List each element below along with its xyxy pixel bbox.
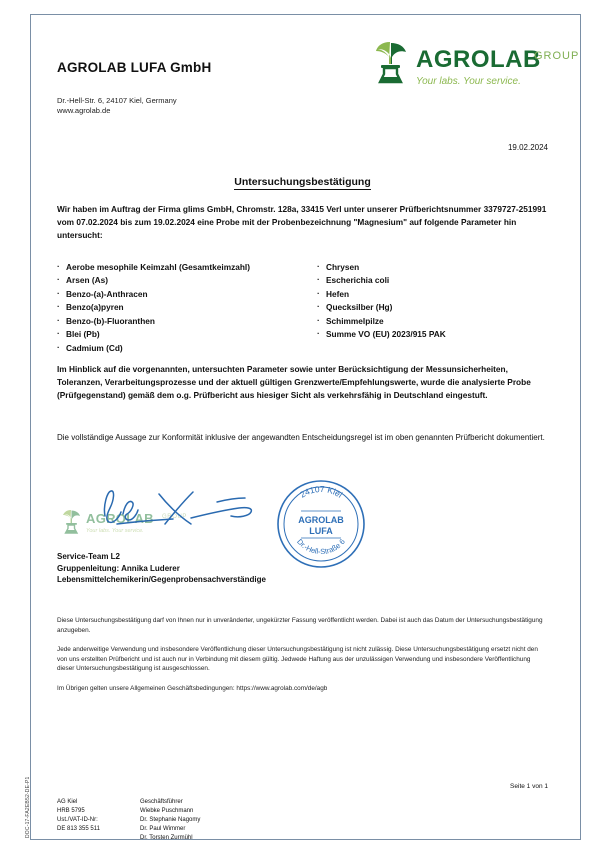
assessment-paragraph: Im Hinblick auf die vorgenannten, untersuchten Parameter sowie unter Berücksichtigung der Messunsicherheiten, Toleranzen, Verarbeitungsprozesse und der aktuell gültigen Grenzwerte/Empfehlungswerte, wurde die analysierte Probe (Prüfgegenstand) gemäß dem o.g. Prüfbericht aus hiesiger Sicht als verkehrsfähig in Deutschland eingestuft. — [57, 364, 531, 400]
parameter-column-left — [57, 261, 317, 355]
footer-management-line: Dr. Stephanie Nagomy — [140, 817, 201, 823]
document-title-text: Untersuchungsbestätigung — [234, 176, 371, 188]
company-name: AGROLAB LUFA GmbH — [57, 60, 212, 75]
list-item: · Cadmium (Cd) — [57, 342, 317, 355]
footer-registry-line: Ust./VAT-ID-Nr: — [57, 817, 98, 823]
logo-tagline: Your labs. Your service. — [416, 76, 521, 87]
list-item: · Benzo-(b)-Fluoranthen — [57, 315, 317, 328]
footer-registry-line: DE 813 355 511 — [57, 826, 100, 832]
company-website: www.agrolab.de — [57, 106, 111, 116]
document-code: DOC-17-FA2EB52-DE-P1 — [25, 776, 31, 838]
footer-registry-line: HRB 5795 — [57, 808, 85, 814]
list-item: · Escherichia coli — [317, 274, 547, 287]
page-border — [30, 14, 581, 840]
disclaimer-2: Jede anderweitige Verwendung und insbesondere Veröffentlichung dieser Untersuchungsbestätigung ist nicht zulässig. Diese Untersuchungsbestätigung ersetzt nicht den von uns erstellten Prüfbericht und ist auch nur in Verbindung mit diesem gültig. Jedwede Haftung aus der unzulässigen Verwendung und insbesondere Veröffentlichung dieser Untersuchungsbestätigung ist ausgeschlossen. — [57, 646, 538, 673]
signature-role: Lebensmittelchemikerin/Gegenprobensachverständige — [57, 575, 266, 585]
list-item: · Summe VO (EU) 2023/915 PAK — [317, 328, 547, 341]
signature-group-lead: Gruppenleitung: Annika Luderer — [57, 563, 180, 573]
list-item: · Schimmelpilze — [317, 315, 547, 328]
list-item: · Arsen (As) — [57, 274, 317, 287]
official-stamp — [275, 478, 367, 570]
logo-wordmark: AGROLAB — [416, 46, 541, 73]
svg-text:Dr.-Hell-Straße 6: Dr.-Hell-Straße 6 — [295, 537, 347, 557]
company-address-line1: Dr.-Hell-Str. 6, 24107 Kiel, Germany — [57, 96, 177, 105]
agrolab-logo-icon — [368, 38, 412, 84]
footer-management — [140, 798, 200, 843]
list-item: · Quecksilber (Hg) — [317, 301, 547, 314]
footer-management-line: Geschäftsführer — [140, 799, 183, 805]
parameter-list — [57, 261, 549, 355]
footer-registry — [57, 798, 100, 834]
watermark-wordmark: AGROLAB — [86, 511, 154, 526]
intro-paragraph: Wir haben im Auftrag der Firma glims GmbH, Chromstr. 128a, 33415 Verl unter unserer Prüfberichtsnummer 3379727-251991 vom 07.02.2024 bis zum 19.02.2024 eine Probe mit der Probenbezeichnung "Magnesium" auf folgende Parameter hin untersucht: — [57, 204, 547, 240]
terms-link[interactable]: Im Übrigen gelten unsere Allgemeinen Geschäftsbedingungen: https://www.agrolab.com/de/agb — [57, 685, 328, 692]
handwritten-signatures — [97, 480, 287, 540]
footer-registry-line: AG Kiel — [57, 799, 78, 805]
svg-text:AGROLAB: AGROLAB — [298, 515, 344, 525]
list-item: · Benzo(a)pyren — [57, 301, 317, 314]
footer-management-line: Wiebke Puschmann — [140, 808, 194, 814]
list-item: · Blei (Pb) — [57, 328, 317, 341]
signature-block — [57, 551, 266, 586]
agrolab-logo — [368, 38, 580, 100]
conformity-paragraph: Die vollständige Aussage zur Konformität inklusive der angewandten Entscheidungsregel ist im oben genannten Prüfbericht dokumentiert. — [57, 433, 545, 442]
watermark-group-label: GROUP — [162, 514, 188, 520]
list-item: · Aerobe mesophile Keimzahl (Gesamtkeimzahl) — [57, 261, 317, 274]
disclaimer-1: Diese Untersuchungsbestätigung darf von Ihnen nur in unveränderter, ungekürzter Fassung veröffentlicht werden. Dabei ist auch das Datum der Untersuchungsbestätigung anzugeben. — [57, 617, 543, 634]
signature-team: Service-Team L2 — [57, 552, 120, 561]
footer-management-line: Dr. Torsten Zurmühl — [140, 835, 193, 841]
list-item: · Hefen — [317, 288, 547, 301]
svg-text:24107 Kiel: 24107 Kiel — [297, 483, 345, 500]
company-address — [57, 96, 177, 116]
page-indicator: Seite 1 von 1 — [510, 783, 548, 790]
list-item: · Chrysen — [317, 261, 547, 274]
list-item: · Benzo-(a)-Anthracen — [57, 288, 317, 301]
parameter-column-right — [317, 261, 547, 342]
footer-management-line: Dr. Paul Wimmer — [140, 826, 186, 832]
watermark-tagline: Your labs. Your service. — [86, 528, 144, 534]
document-title — [0, 176, 605, 188]
logo-group-label: GROUP — [534, 50, 580, 62]
agrolab-watermark-icon — [59, 508, 83, 534]
document-date: 19.02.2024 — [507, 143, 548, 152]
svg-text:LUFA: LUFA — [309, 526, 333, 536]
